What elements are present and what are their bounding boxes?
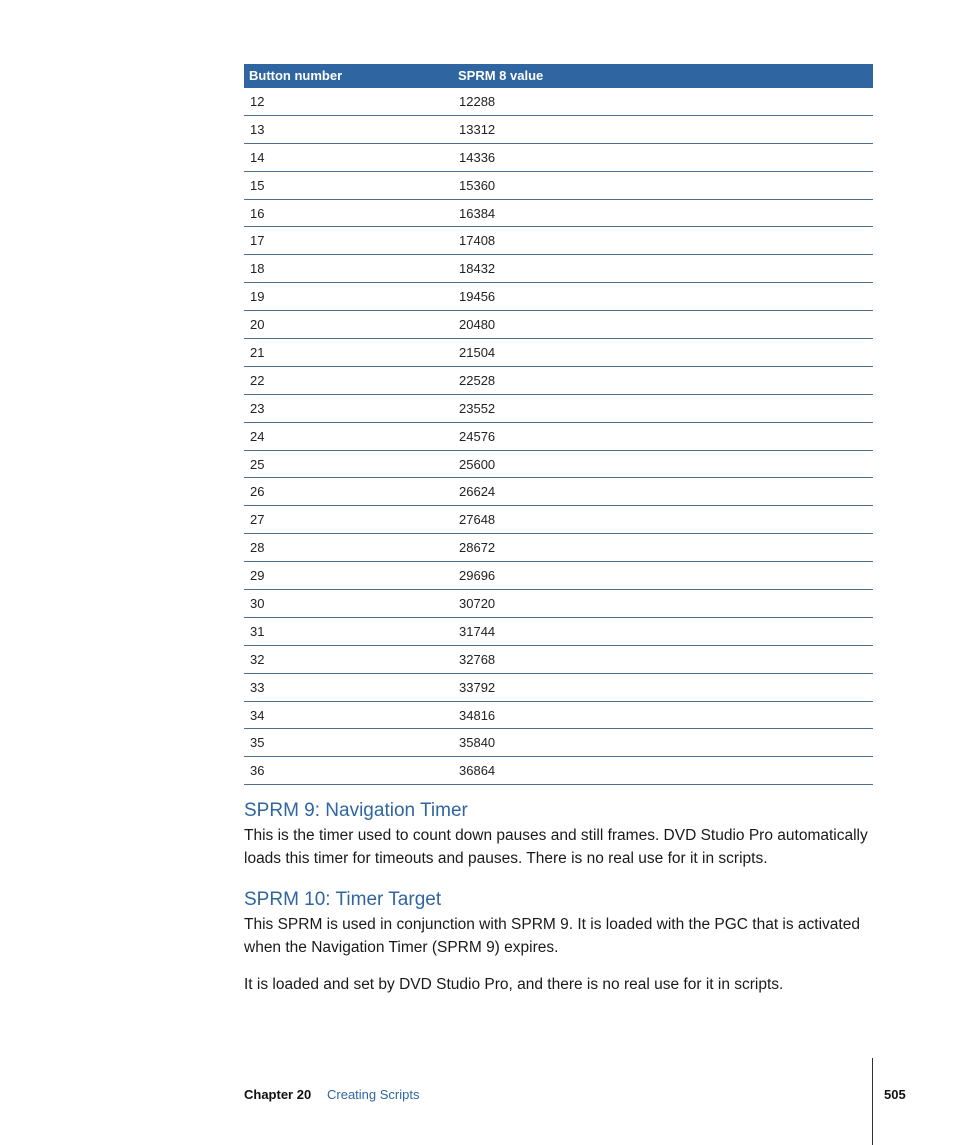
column-header-sprm8-value: SPRM 8 value [453,64,873,88]
table-row [244,701,873,729]
paragraph-sprm10-2: It is loaded and set by DVD Studio Pro, and there is no real use for it in scripts. [244,976,784,993]
table-row [244,673,873,701]
cell-sprm8-value: 22528 [453,366,873,394]
table-row [244,506,873,534]
table-body [244,88,873,785]
cell-sprm8-value: 31744 [453,617,873,645]
cell-sprm8-value: 21504 [453,339,873,367]
cell-button-number: 27 [244,506,453,534]
cell-button-number: 36 [244,757,453,785]
table-row [244,617,873,645]
table-row [244,311,873,339]
cell-button-number: 31 [244,617,453,645]
table-row [244,339,873,367]
table-row [244,645,873,673]
footer-chapter-label: Chapter 20 [244,1087,312,1102]
footer-divider [872,1058,873,1145]
cell-button-number: 18 [244,255,453,283]
cell-sprm8-value: 35840 [453,729,873,757]
cell-button-number: 35 [244,729,453,757]
cell-sprm8-value: 24576 [453,422,873,450]
table-row [244,199,873,227]
cell-button-number: 25 [244,450,453,478]
sprm8-value-table [244,64,873,785]
table-row [244,450,873,478]
heading-sprm10-timer-target: SPRM 10: Timer Target [244,889,442,910]
paragraph-sprm10-1: This SPRM is used in conjunction with SPRM 9. It is loaded with the PGC that is activated when the Navigation Timer (SPRM 9) expires. [244,916,860,956]
footer-page-number: 505 [884,1087,906,1102]
heading-sprm9-navigation-timer: SPRM 9: Navigation Timer [244,800,468,821]
table-row [244,729,873,757]
table-row [244,88,873,116]
cell-sprm8-value: 13312 [453,115,873,143]
cell-button-number: 29 [244,562,453,590]
cell-button-number: 19 [244,283,453,311]
cell-sprm8-value: 36864 [453,757,873,785]
cell-sprm8-value: 34816 [453,701,873,729]
cell-sprm8-value: 27648 [453,506,873,534]
column-header-button-number: Button number [244,64,453,88]
cell-sprm8-value: 32768 [453,645,873,673]
table-row [244,366,873,394]
cell-button-number: 30 [244,590,453,618]
cell-sprm8-value: 14336 [453,143,873,171]
cell-button-number: 17 [244,227,453,255]
cell-sprm8-value: 12288 [453,88,873,116]
cell-button-number: 12 [244,88,453,116]
table-row [244,478,873,506]
table-row [244,283,873,311]
footer-chapter-title: Creating Scripts [327,1087,420,1102]
cell-sprm8-value: 30720 [453,590,873,618]
table-row [244,255,873,283]
table-row [244,590,873,618]
cell-sprm8-value: 28672 [453,534,873,562]
table-row [244,227,873,255]
table-row [244,171,873,199]
cell-button-number: 16 [244,199,453,227]
cell-sprm8-value: 29696 [453,562,873,590]
cell-button-number: 23 [244,394,453,422]
cell-button-number: 33 [244,673,453,701]
table-row [244,115,873,143]
cell-button-number: 34 [244,701,453,729]
cell-button-number: 26 [244,478,453,506]
cell-button-number: 20 [244,311,453,339]
table-row [244,422,873,450]
cell-sprm8-value: 19456 [453,283,873,311]
cell-sprm8-value: 15360 [453,171,873,199]
table-row [244,143,873,171]
cell-button-number: 21 [244,339,453,367]
cell-sprm8-value: 23552 [453,394,873,422]
table-row [244,757,873,785]
table-header-row [244,64,873,88]
cell-button-number: 14 [244,143,453,171]
table-row [244,562,873,590]
cell-sprm8-value: 18432 [453,255,873,283]
cell-button-number: 15 [244,171,453,199]
cell-sprm8-value: 17408 [453,227,873,255]
paragraph-sprm9: This is the timer used to count down pauses and still frames. DVD Studio Pro automatically loads this timer for timeouts and pauses. There is no real use for it in scripts. [244,827,868,867]
cell-sprm8-value: 33792 [453,673,873,701]
cell-button-number: 24 [244,422,453,450]
cell-button-number: 32 [244,645,453,673]
cell-sprm8-value: 16384 [453,199,873,227]
cell-sprm8-value: 20480 [453,311,873,339]
cell-sprm8-value: 26624 [453,478,873,506]
table-row [244,394,873,422]
cell-sprm8-value: 25600 [453,450,873,478]
table-row [244,534,873,562]
cell-button-number: 13 [244,115,453,143]
cell-button-number: 28 [244,534,453,562]
cell-button-number: 22 [244,366,453,394]
